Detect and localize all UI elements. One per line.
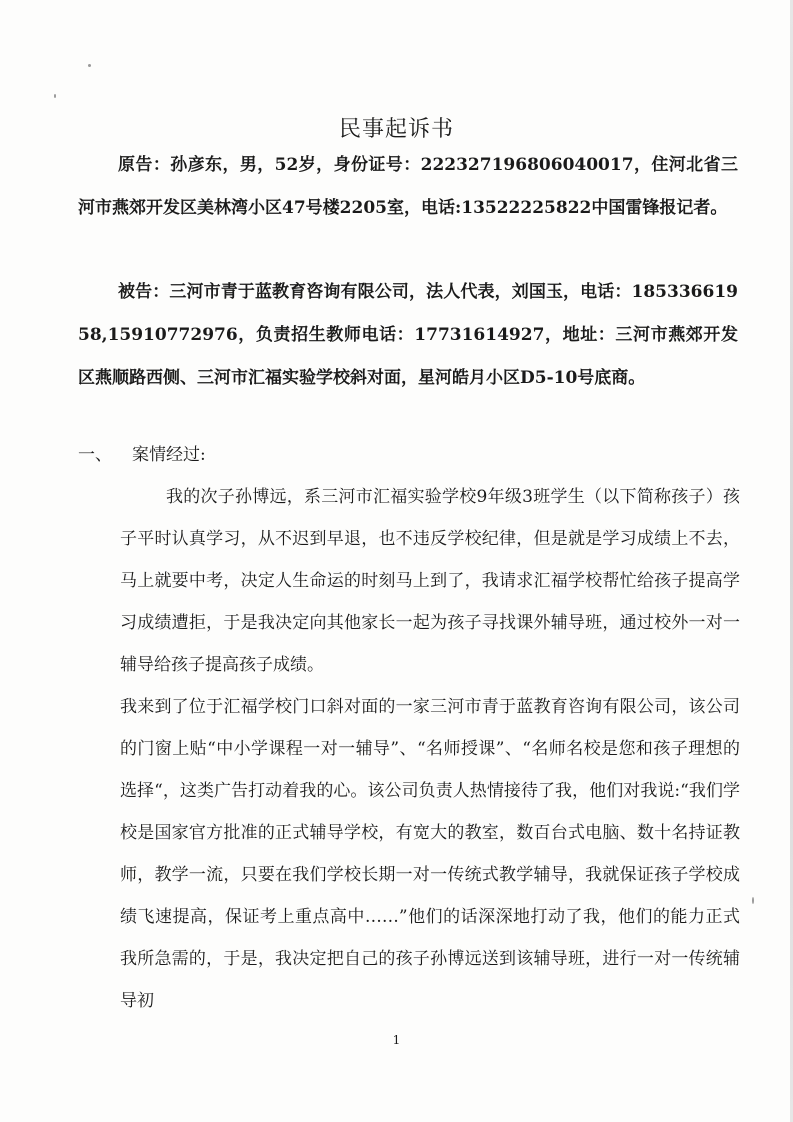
section-title: 案情经过: [132,445,206,465]
document-title: 民事起诉书 [338,117,454,142]
defendant-paragraph: 被告：三河市青于蓝教育咨询有限公司，法人代表，刘国玉，电话：18533661958,15910772976，负责招生教师电话：17731614927，地址：三河市燕郊开发区燕顺路西侧、三河市汇福实验学校斜对面，星河皓月小区D5-10号底商。 [78,282,738,388]
scan-speck [88,64,91,67]
facts-paragraph-2: 我来到了位于汇福学校门口斜对面的一家三河市青于蓝教育咨询有限公司，该公司的门窗上贴“中小学课程一对一辅导”、“名师授课”、“名师名校是您和孩子理想的选择“，这类广告打动着我的心。该公司负责人热情接待了我，他们对我说:“我们学校是国家官方批准的正式辅导学校，有宽大的教室，数百台式电脑、数十名持证教师，教学一流，只要在我们学校长期一对一传统式教学辅导，我就保证孩子学校成绩飞速提高，保证考上重点高中……”他们的话深深地打动了我，他们的能力正式我所急需的，于是，我决定把自己的孩子孙博远送到该辅导班，进行一对一传统辅导初 [120,697,740,1011]
plaintiff-paragraph: 原告：孙彦东，男，52岁，身份证号：222327196806040017，住河北省三河市燕郊开发区美林湾小区47号楼2205室，电话:13522225822中国雷锋报记者。 [78,155,738,218]
scan-speck [752,897,754,904]
section-number: 一、 [78,445,112,465]
section-heading [78,440,206,470]
scan-speck [54,94,56,98]
page-number: 1 [392,1033,401,1047]
facts-paragraph-1: 我的次子孙博远，系三河市汇福实验学校9年级3班学生（以下简称孩子）孩子平时认真学习，从不迟到早退，也不违反学校纪律，但是就是学习成绩上不去，马上就要中考，决定人生命运的时刻马上到了，我请求汇福学校帮忙给孩子提高学习成绩遭拒，于是我决定向其他家长一起为孩子寻找课外辅导班，通过校外一对一辅导给孩子提高孩子成绩。 [120,487,740,675]
